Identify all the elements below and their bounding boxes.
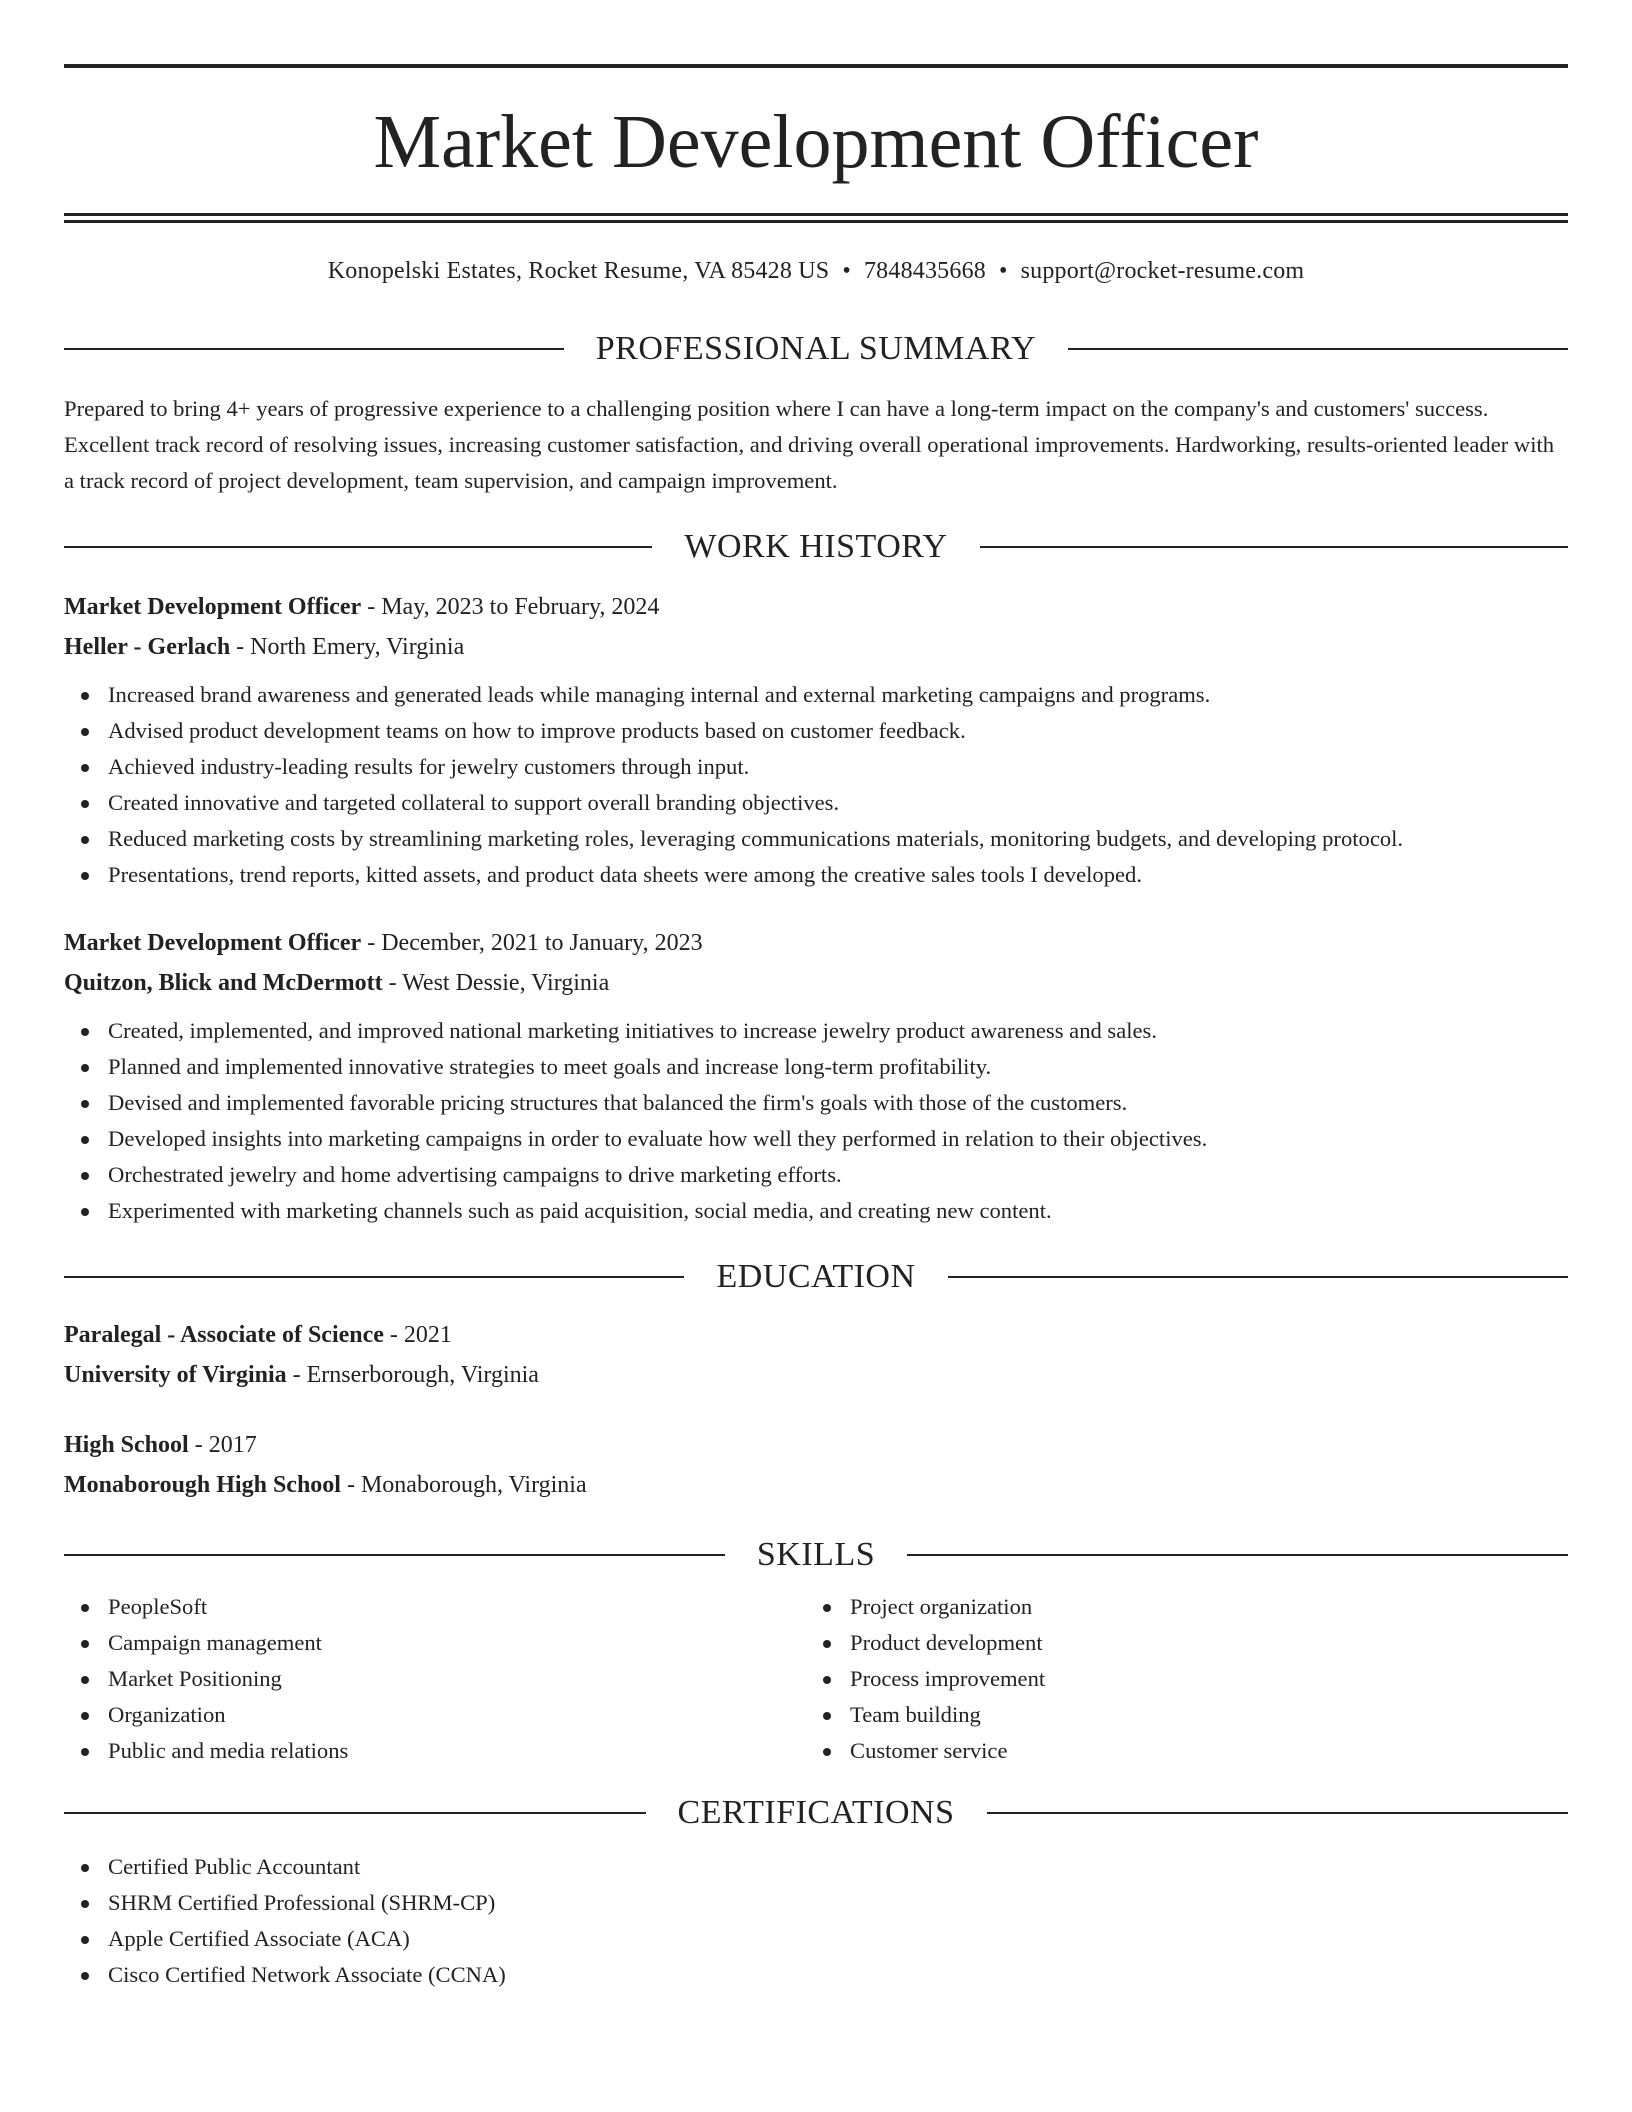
section-rule-right: [980, 546, 1568, 548]
skill-item: Customer service: [806, 1733, 1548, 1769]
section-rule-right: [987, 1812, 1569, 1814]
education-year: - 2017: [188, 1432, 257, 1458]
section-heading-work-history: [64, 525, 1568, 569]
header-top-rule: [64, 64, 1568, 68]
skill-item: Team building: [806, 1697, 1548, 1733]
list-item: Devised and implemented favorable pricing structures that balanced the firm's goals with those of the customers.: [64, 1085, 1568, 1121]
certifications-list: [64, 1849, 1568, 1993]
job-entry: [64, 923, 1568, 1229]
education-entry: [64, 1315, 1568, 1395]
contact-separator: •: [842, 258, 851, 284]
skills-list-right: [806, 1589, 1548, 1769]
section-heading-education: [64, 1255, 1568, 1299]
job-title-line: [64, 923, 1568, 963]
job-company: Quitzon, Blick and McDermott: [64, 970, 383, 996]
skill-item: Process improvement: [806, 1661, 1548, 1697]
contact-separator: •: [998, 258, 1008, 284]
section-rule-right: [1068, 348, 1568, 350]
job-location: - North Emery, Virginia: [230, 634, 465, 660]
section-rule-left: [64, 1812, 646, 1814]
education-degree-line: [64, 1425, 1568, 1465]
section-heading-skills: [64, 1533, 1568, 1577]
job-dates: - May, 2023 to February, 2024: [361, 594, 660, 620]
job-entry: [64, 587, 1568, 893]
education-year: - 2021: [383, 1322, 452, 1348]
skill-item: Market Positioning: [64, 1661, 806, 1697]
list-item: Orchestrated jewelry and home advertising campaigns to drive marketing efforts.: [64, 1157, 1568, 1193]
job-bullets: [64, 1013, 1568, 1229]
section-rule-right: [907, 1554, 1568, 1556]
skill-item: Product development: [806, 1625, 1548, 1661]
contact-address: Konopelski Estates, Rocket Resume, VA 85428 US: [327, 258, 830, 284]
list-item: Created, implemented, and improved national marketing initiatives to increase jewelry product awareness and sales.: [64, 1013, 1568, 1049]
skill-item: Project organization: [806, 1589, 1548, 1625]
job-role: Market Development Officer: [64, 930, 362, 956]
job-title-line: [64, 587, 1568, 627]
job-role: Market Development Officer: [64, 594, 362, 620]
skill-item: Public and media relations: [64, 1733, 806, 1769]
list-item: Achieved industry-leading results for jewelry customers through input.: [64, 749, 1568, 785]
section-rule-left: [64, 1276, 684, 1278]
section-heading-certifications: [64, 1791, 1568, 1835]
section-title: PROFESSIONAL SUMMARY: [595, 330, 1037, 367]
section-title: SKILLS: [756, 1536, 876, 1573]
education-school-line: [64, 1355, 1568, 1395]
skills-list-left: [64, 1589, 806, 1769]
skill-item: PeopleSoft: [64, 1589, 806, 1625]
education-school: University of Virginia: [64, 1362, 287, 1388]
education-entry: [64, 1425, 1568, 1505]
resume-page: [64, 64, 1568, 1993]
resume-name: Market Development Officer: [373, 100, 1259, 184]
section-title: WORK HISTORY: [684, 528, 948, 565]
certification-item: SHRM Certified Professional (SHRM-CP): [64, 1885, 1568, 1921]
section-rule-left: [64, 348, 564, 350]
list-item: Planned and implemented innovative strategies to meet goals and increase long-term profitability.: [64, 1049, 1568, 1085]
certification-item: Apple Certified Associate (ACA): [64, 1921, 1568, 1957]
job-company-line: [64, 627, 1568, 667]
education-school-line: [64, 1465, 1568, 1505]
list-item: Developed insights into marketing campaigns in order to evaluate how well they performed in relation to their objectives.: [64, 1121, 1568, 1157]
certification-item: Certified Public Accountant: [64, 1849, 1568, 1885]
education-location: - Monaborough, Virginia: [340, 1472, 587, 1498]
education-degree: Paralegal - Associate of Science: [64, 1322, 384, 1348]
section-heading-summary: [64, 327, 1568, 371]
section-rule-left: [64, 546, 652, 548]
section-rule-right: [948, 1276, 1568, 1278]
list-item: Increased brand awareness and generated leads while managing internal and external marketing campaigns and programs.: [64, 677, 1568, 713]
skills-grid: [64, 1589, 1568, 1769]
section-title: CERTIFICATIONS: [677, 1794, 955, 1831]
list-item: Reduced marketing costs by streamlining marketing roles, leveraging communications materials, monitoring budgets, and developing protocol.: [64, 821, 1568, 857]
education-school: Monaborough High School: [64, 1472, 341, 1498]
education-degree-line: [64, 1315, 1568, 1355]
list-item: Experimented with marketing channels such as paid acquisition, social media, and creating new content.: [64, 1193, 1568, 1229]
skill-item: Campaign management: [64, 1625, 806, 1661]
education-location: - Ernserborough, Virginia: [286, 1362, 539, 1388]
contact-phone: 7848435668: [863, 258, 986, 284]
job-bullets: [64, 677, 1568, 893]
section-title: EDUCATION: [716, 1258, 916, 1295]
list-item: Presentations, trend reports, kitted assets, and product data sheets were among the creative sales tools I developed.: [64, 857, 1568, 893]
certification-item: Cisco Certified Network Associate (CCNA): [64, 1957, 1568, 1993]
job-company: Heller - Gerlach: [64, 634, 231, 660]
contact-email: support@rocket-resume.com: [1020, 258, 1305, 284]
job-company-line: [64, 963, 1568, 1003]
education-degree: High School: [64, 1432, 189, 1458]
contact-line: [64, 255, 1568, 287]
header-double-rule: [64, 213, 1568, 223]
summary-text: Prepared to bring 4+ years of progressive experience to a challenging position where I can have a long-term impact on the company's and customers' success. Excellent track record of resolving issues, increasing customer satisfaction, and driving overall operational improvements. Hardworking, results-oriented leader with a track record of project development, team supervision, and campaign improvement.: [64, 396, 1555, 493]
job-location: - West Dessie, Virginia: [382, 970, 610, 996]
job-dates: - December, 2021 to January, 2023: [361, 930, 703, 956]
list-item: Created innovative and targeted collateral to support overall branding objectives.: [64, 785, 1568, 821]
list-item: Advised product development teams on how to improve products based on customer feedback.: [64, 713, 1568, 749]
skill-item: Organization: [64, 1697, 806, 1733]
section-rule-left: [64, 1554, 725, 1556]
